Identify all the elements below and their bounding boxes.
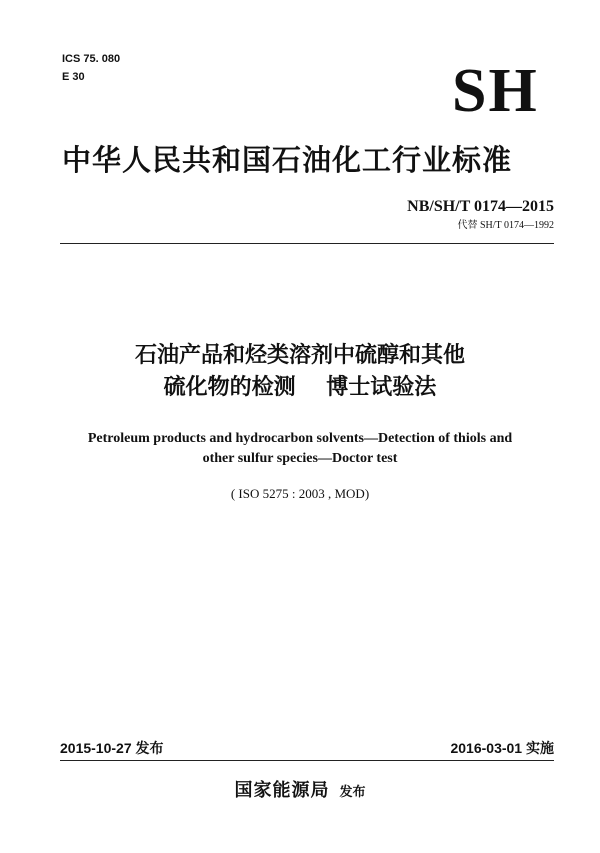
issuer-suffix: 发布 <box>339 785 366 800</box>
ccs-code: E 30 <box>62 71 85 83</box>
issuer <box>0 778 600 806</box>
standard-number: NB/SH/T 0174—2015 <box>407 198 554 215</box>
english-title <box>0 429 600 469</box>
chinese-title-line-1: 石油产品和烃类溶剂中硫醇和其他 <box>134 343 465 368</box>
english-title-line-1: Petroleum products and hydrocarbon solvents—Detection of thiols and <box>87 431 513 446</box>
bottom-divider <box>60 760 554 761</box>
chinese-title-line-2: 硫化物的检测 博士试验法 <box>163 375 437 400</box>
replaces-note: 代替 SH/T 0174—1992 <box>457 220 554 231</box>
classification-codes <box>62 50 120 86</box>
ics-code: ICS 75. 080 <box>62 53 121 65</box>
standard-category-title: 中华人民共和国石油化工行业标准 <box>62 143 513 177</box>
sh-logo: SH <box>452 57 539 125</box>
publication-date: 2015-10-27 发布 <box>60 740 164 756</box>
chinese-title <box>0 340 600 404</box>
top-divider <box>60 243 554 244</box>
implementation-date: 2016-03-01 实施 <box>450 740 554 756</box>
english-title-line-2: other sulfur species—Doctor test <box>202 451 398 466</box>
iso-adoption: ( ISO 5275 : 2003 , MOD) <box>230 486 370 501</box>
issuing-organization: 国家能源局 <box>234 780 330 801</box>
